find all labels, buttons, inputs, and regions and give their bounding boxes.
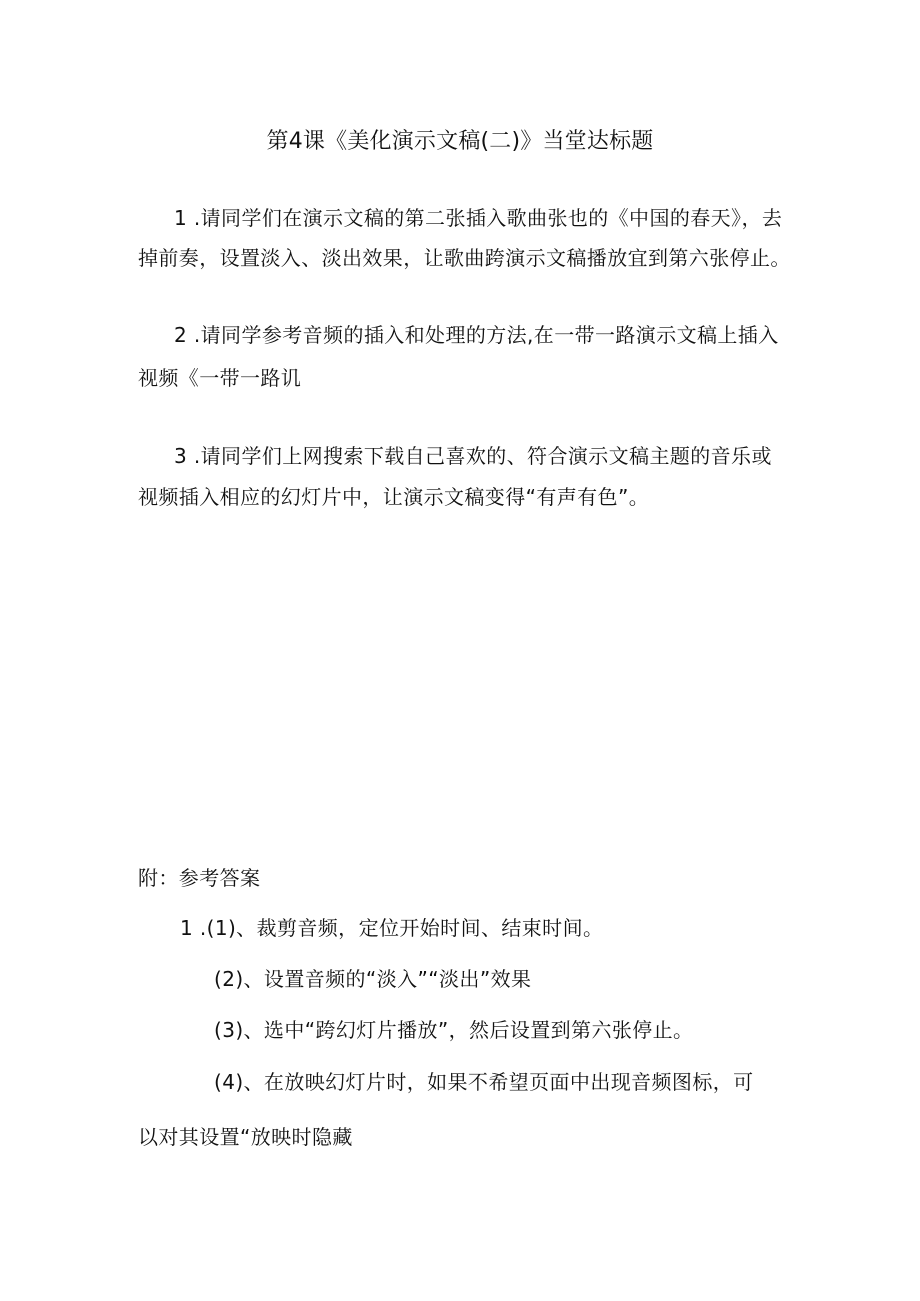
question-1-line-1: 1 .请同学们在演示文稿的第二张插入歌曲张也的《中国的春天》，去 [174, 206, 783, 230]
question-3-line-1: 3 .请同学们上网搜索下载自己喜欢的、符合演示文稿主题的音乐或 [174, 444, 772, 468]
answer-line: (3)、选中“跨幻灯片播放”，然后设置到第六张停止。 [214, 1018, 694, 1042]
question-2-line-2: 视频《一带一路讥 [138, 366, 302, 390]
question-2-line-1: 2 .请同学参考音频的插入和处理的方法,在一带一路演示文稿上插入 [174, 323, 779, 347]
appendix-heading: 附：参考答案 [138, 866, 261, 890]
question-3-line-2: 视频插入相应的幻灯片中，让演示文稿变得“有声有色”。 [138, 485, 650, 509]
question-1-line-2: 掉前奏，设置淡入、淡出效果，让歌曲跨演示文稿播放宜到第六张停止。 [138, 246, 791, 270]
answer-line: (4)、在放映幻灯片时，如果不希望页面中出现音频图标，可 [214, 1070, 754, 1094]
answer-line: 以对其设置“放映时隐藏 [138, 1125, 353, 1149]
page-title: 第4课《美化演示文稿(二)》当堂达标题 [266, 129, 654, 154]
answer-line: (2)、设置音频的“淡入”“淡出”效果 [214, 967, 532, 991]
answer-line: 1 .(1)、裁剪音频，定位开始时间、结束时间。 [180, 916, 604, 940]
